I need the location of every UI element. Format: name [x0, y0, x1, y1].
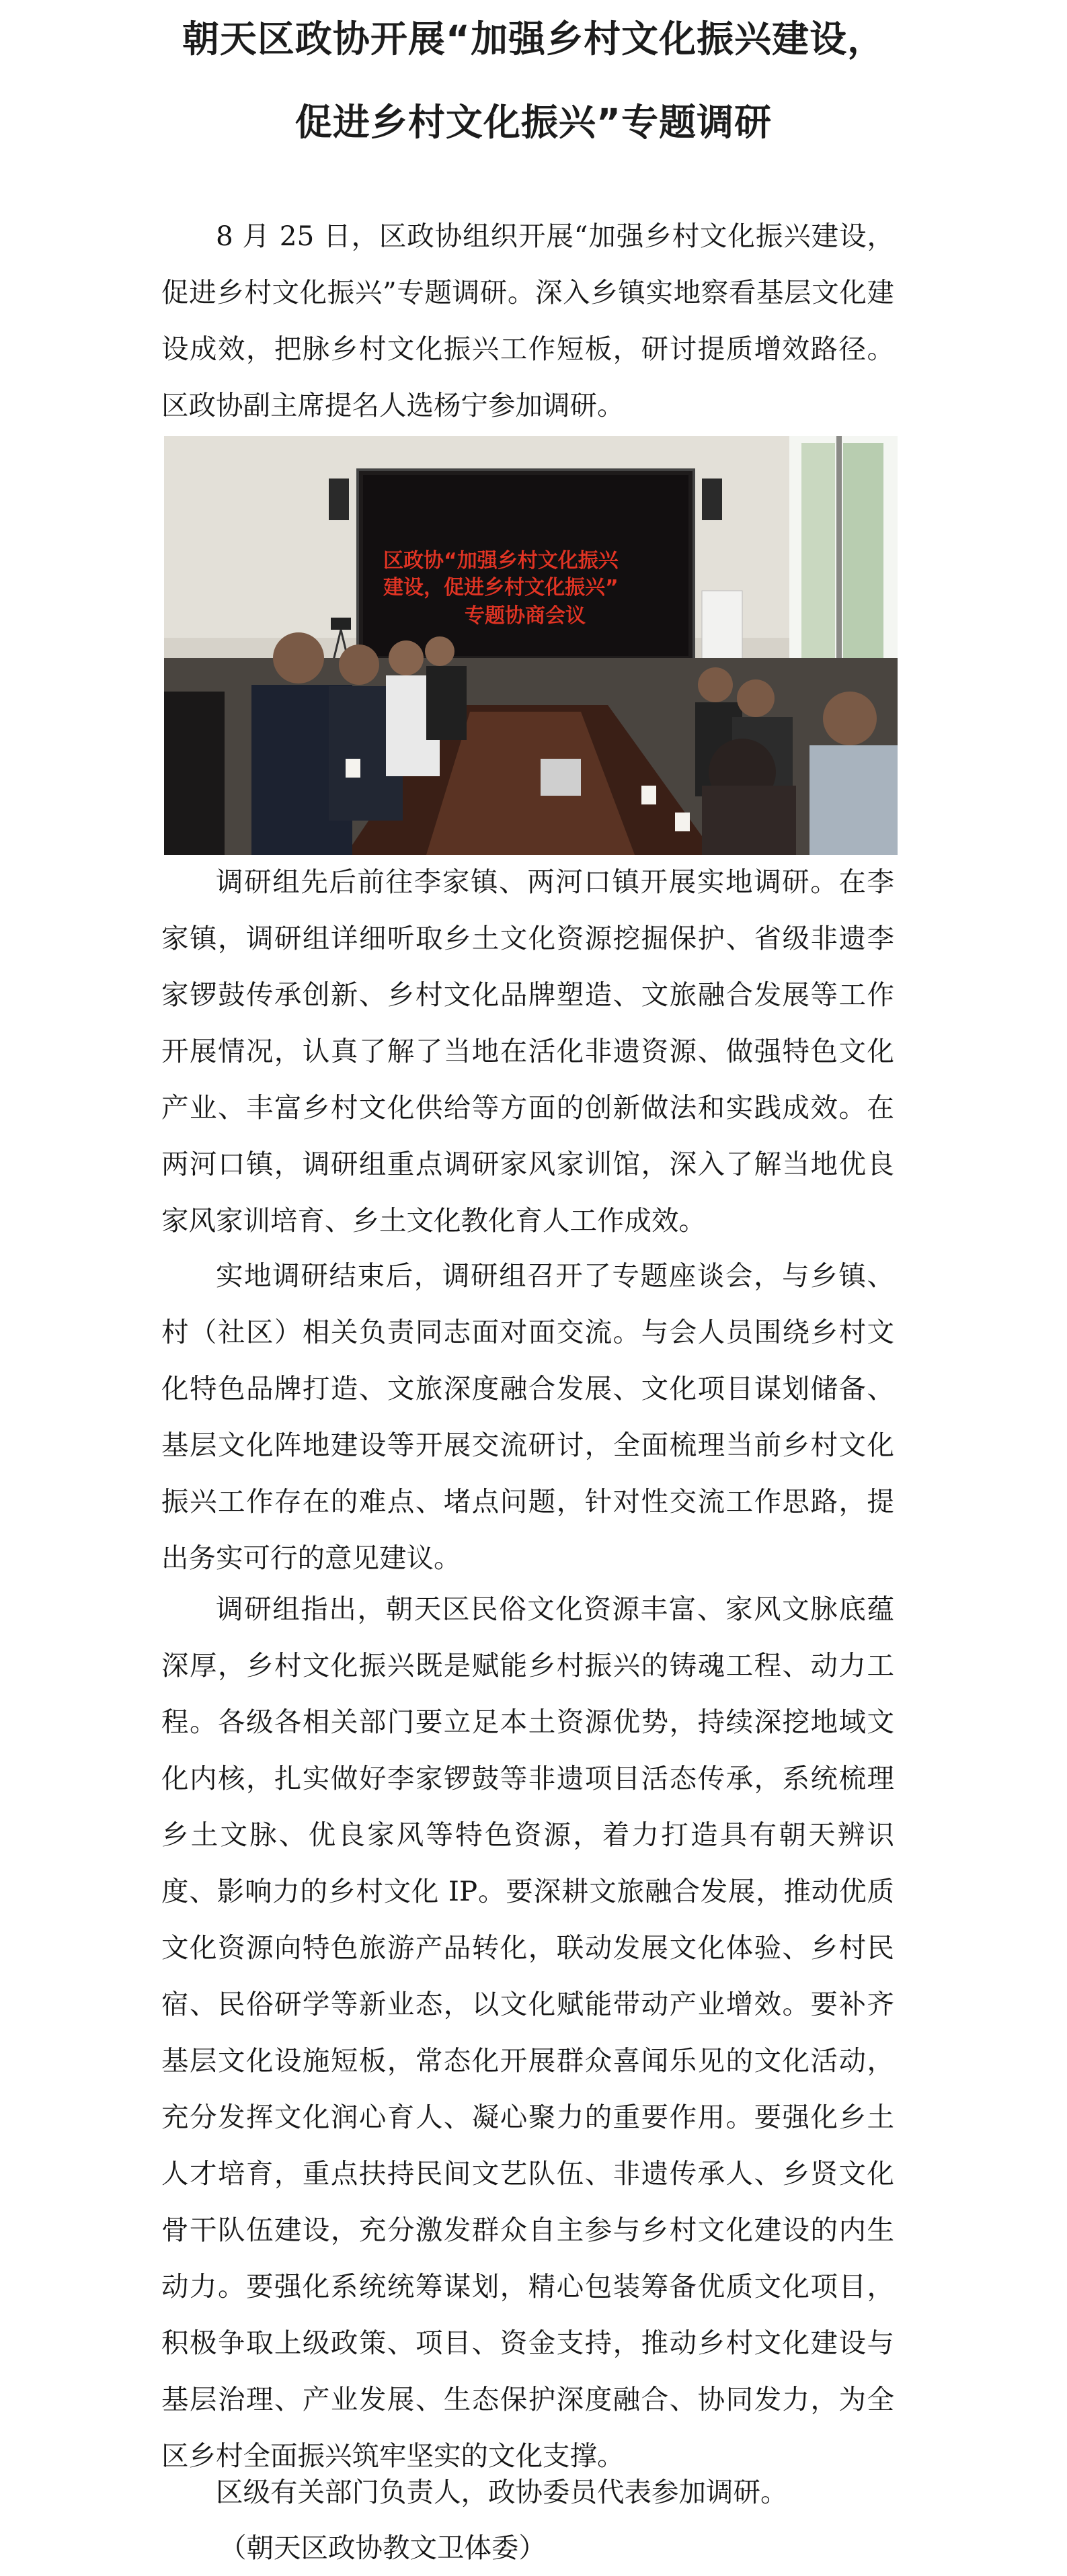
- article-title-line-1: 朝天区政协开展“加强乡村文化振兴建设，: [182, 17, 885, 60]
- article-paragraph-2: 调研组先后前往李家镇、两河口镇开展实地调研。在李家镇，调研组详细听取乡土文化资源挖掘保护、省级非遗李家锣鼓传承创新、乡村文化品牌塑造、文旅融合发展等工作开展情况，认真了解了当地在活化非遗资源、做强特色文化产业、丰富乡村文化供给等方面的创新做法和实践成效。在两河口镇，调研组重点调研家风家训馆，深入了解当地优良家风家训培育、乡土文化教化育人工作成效。: [161, 866, 894, 1237]
- article-title-line-2: 促进乡村文化振兴”专题调研: [294, 101, 773, 144]
- meeting-photo: [164, 436, 898, 855]
- article-paragraph-3: 实地调研结束后，调研组召开了专题座谈会，与乡镇、村（社区）相关负责同志面对面交流。与会人员围绕乡村文化特色品牌打造、文旅深度融合发展、文化项目谋划储备、基层文化阵地建设等开展交流研讨，全面梳理当前乡村文化振兴工作存在的难点、堵点问题，针对性交流工作思路，提出务实可行的意见建议。: [161, 1259, 894, 1574]
- screen-text-line-3: 专题协商会议: [465, 604, 586, 628]
- article-paragraph-5: 区级有关部门负责人，政协委员代表参加调研。: [216, 2476, 788, 2508]
- screen-text-line-2: 建设，促进乡村文化振兴”: [383, 576, 619, 599]
- screen-text-line-1: 区政协“加强乡村文化振兴: [383, 549, 619, 573]
- article-paragraph-4: 调研组指出，朝天区民俗文化资源丰富、家风文脉底蕴深厚，乡村文化振兴既是赋能乡村振兴的铸魂工程、动力工程。各级各相关部门要立足本土资源优势，持续深挖地域文化内核，扎实做好李家锣鼓等非遗项目活态传承，系统梳理乡土文脉、优良家风等特色资源，着力打造具有朝天辨识度、影响力的乡村文化 IP。要深耕文旅融合发展，推动优质文化资源向特色旅游产品转化，联动发展文化体验、乡村民宿、民俗研学等新业态，以文化赋能带动产业增效。要补齐基层文化设施短板，常态化开展群众喜闻乐见的文化活动，充分发挥文化润心育人、凝心聚力的重要作用。要强化乡土人才培育，重点扶持民间文艺队伍、非遗传承人、乡贤文化骨干队伍建设，充分激发群众自主参与乡村文化建设的内生动力。要强化系统统筹谋划，精心包装筹备优质文化项目，积极争取上级政策、项目、资金支持，推动乡村文化建设与基层治理、产业发展、生态保护深度融合、协同发力，为全区乡村全面振兴筑牢坚实的文化支撑。: [161, 1593, 894, 2472]
- meeting-photo-scene: [164, 436, 898, 855]
- article-signature: （朝天区政协教文卫体委）: [219, 2532, 546, 2564]
- article-paragraph-1: 8 月 25 日，区政协组织开展“加强乡村文化振兴建设，促进乡村文化振兴”专题调研。深入乡镇实地察看基层文化建设成效，把脉乡村文化振兴工作短板，研讨提质增效路径。区政协副主席提名人选杨宁参加调研。: [161, 220, 894, 421]
